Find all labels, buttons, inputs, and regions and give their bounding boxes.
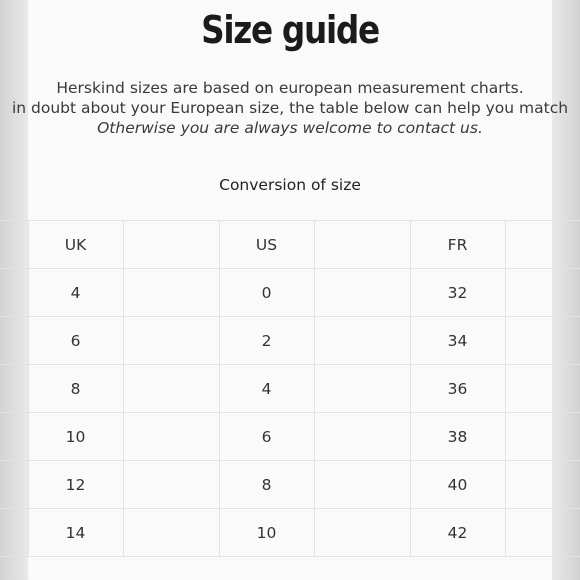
cell-fr: 38 [410,413,505,461]
table-cell-empty [553,317,580,365]
table-cell-empty [505,221,553,269]
table-cell-empty [123,413,219,461]
table-cell-empty [505,269,553,317]
table-cell-empty [553,365,580,413]
table-row [0,413,580,461]
table-cell-empty [505,365,553,413]
table-cell-empty [505,413,553,461]
table-cell-empty [0,413,28,461]
table-cell-empty [505,461,553,509]
table-cell-empty [553,221,580,269]
cell-uk: 6 [28,317,123,365]
table-cell-empty [314,221,410,269]
cell-fr: 40 [410,461,505,509]
table-cell-empty [314,365,410,413]
table-title: Conversion of size [219,176,361,194]
table-cell-empty [0,365,28,413]
cell-uk: 8 [28,365,123,413]
header-us: US [219,221,314,269]
cell-uk: 4 [28,269,123,317]
table-cell-empty [314,413,410,461]
cell-us: 6 [219,413,314,461]
table-cell-empty [314,317,410,365]
cell-uk: 10 [28,413,123,461]
intro-line-2: in doubt about your European size, the table below can help you match [11,99,569,117]
table-cell-empty [553,461,580,509]
table-cell-empty [123,509,219,557]
table-cell-empty [314,461,410,509]
table-cell-empty [553,509,580,557]
table-cell-empty [0,317,28,365]
cell-uk: 12 [28,461,123,509]
table-cell-empty [0,461,28,509]
cell-fr: 36 [410,365,505,413]
table-cell-empty [123,461,219,509]
size-conversion-table [0,220,580,557]
intro-line-3: Otherwise you are always welcome to contact us. [97,119,483,137]
table-cell-empty [123,365,219,413]
table-cell-empty [123,317,219,365]
table-cell-empty [0,221,28,269]
cell-uk: 14 [28,509,123,557]
table-row [0,461,580,509]
table-row [0,269,580,317]
table-cell-empty [123,269,219,317]
table-cell-empty [505,509,553,557]
cell-fr: 42 [410,509,505,557]
table-cell-empty [553,269,580,317]
cell-us: 8 [219,461,314,509]
table-cell-empty [553,413,580,461]
header-fr: FR [410,221,505,269]
table-cell-empty [123,221,219,269]
table-cell-empty [314,509,410,557]
cell-us: 4 [219,365,314,413]
cell-fr: 34 [410,317,505,365]
table-row [0,365,580,413]
table-cell-empty [0,509,28,557]
cell-fr: 32 [410,269,505,317]
header-uk: UK [28,221,123,269]
page-title: Size guide [201,8,379,52]
table-row [0,509,580,557]
table-cell-empty [314,269,410,317]
table-header-row [0,221,580,269]
table-cell-empty [0,269,28,317]
cell-us: 0 [219,269,314,317]
cell-us: 2 [219,317,314,365]
intro-line-1: Herskind sizes are based on european measurement charts. [56,79,524,97]
cell-us: 10 [219,509,314,557]
table-row [0,317,580,365]
table-cell-empty [505,317,553,365]
